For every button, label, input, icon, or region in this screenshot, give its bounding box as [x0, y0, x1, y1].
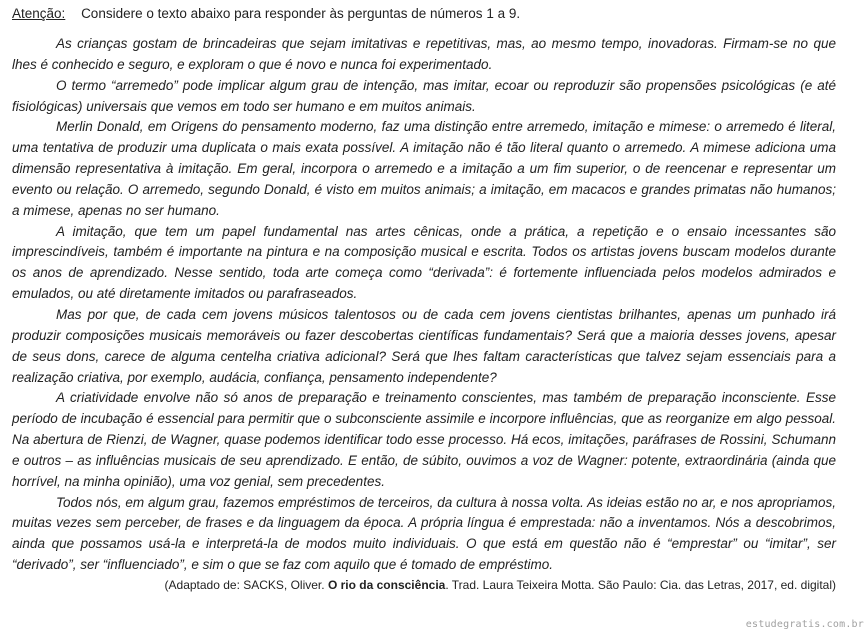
citation-suffix: . Trad. Laura Teixeira Motta. São Paulo: Cia. das Letras, 2017, ed. digital) — [445, 577, 836, 592]
instruction-header — [12, 5, 836, 23]
paragraph-7: Todos nós, em algum grau, fazemos empréstimos de terceiros, da cultura à nossa volta. As ideias estão no ar, e nos apropriamos, muitas vezes sem perceber, de frases e da linguagem da época. A própria língua é emprestada: não a inventamos. Nós a descobrimos, ainda que possamos usá-la e interpretá-la de modos muito individuais. O que está em questão não é “emprestar” ou “imitar”, ser “derivado”, ser “influenciado”, e sim o que se faz com aquilo que é tomado de empréstimo. — [12, 494, 836, 573]
paragraph-5: Mas por que, de cada cem jovens músicos talentosos ou de cada cem jovens cientistas brilhantes, apenas um punhado irá produzir composições musicais memoráveis ou fazer descobertas científicas fundamentais? Será que a maioria desses jovens, apesar de seus dons, carece de alguma centelha criativa adicional? Será que lhes faltam características que talvez sejam essenciais para a realização criativa, por exemplo, audácia, confiança, pensamento independente? — [12, 306, 836, 385]
citation-prefix: (Adaptado de: SACKS, Oliver. — [164, 577, 325, 592]
paragraph-3: Merlin Donald, em Origens do pensamento moderno, faz uma distinção entre arremedo, imitação e mimese: o arremedo é literal, uma tentativa de produzir uma duplicata o mais exata possível. A imitação não é tão literal quanto o arremedo. A mimese adiciona uma dimensão representativa à imitação. Em geral, incorpora o arremedo e a imitação a um fim superior, o de reencenar e representar um evento ou relação. O arremedo, segundo Donald, é visto em muitos animais; a imitação, em macacos e grandes primatas não humanos; a mimese, apenas no ser humano. — [12, 119, 836, 218]
paragraph-2: O termo “arremedo” pode implicar algum grau de intenção, mas imitar, ecoar ou reproduzir são propensões psicológicas (e até fisiológicas) universais que vemos em todo ser humano e em muitos animais. — [12, 77, 836, 114]
paragraph-4: A imitação, que tem um papel fundamental nas artes cênicas, onde a prática, a repetição e o ensaio incessantes são imprescindíveis, também é importante na pintura e na composição musical e escrita. Todos os artistas jovens buscam modelos durante os anos de aprendizado. Nesse sentido, toda arte começa como “derivada”: é fortemente influenciada pelos modelos admirados e emulados, ou até diretamente imitados ou parafraseados. — [12, 223, 836, 302]
attention-label: Atenção: — [12, 6, 66, 21]
site-watermark: estudegratis.com.br — [745, 619, 864, 630]
document-page — [12, 0, 836, 594]
source-citation — [12, 577, 836, 594]
paragraph-6: A criatividade envolve não só anos de preparação e treinamento conscientes, mas também de preparação inconsciente. Esse período de incubação é essencial para permitir que o subconsciente assimile e incorpore influências, que as reorganize em algo pessoal. Na abertura de Rienzi, de Wagner, quase podemos identificar todo esse processo. Há ecos, imitações, paráfrases de Rossini, Schumann e outros – as influências musicais de seu aprendizado. E então, de súbito, ouvimos a voz de Wagner: potente, extraordinária (ainda que horrível, na minha opinião), uma voz genial, sem precedentes. — [12, 390, 836, 489]
instruction-text: Considere o texto abaixo para responder às perguntas de números 1 a 9. — [81, 6, 521, 21]
paragraph-1: As crianças gostam de brincadeiras que sejam imitativas e repetitivas, mas, ao mesmo tempo, inovadoras. Firmam-se no que lhes é conhecido e seguro, e exploram o que é novo e nunca foi experimentado. — [12, 36, 836, 72]
citation-book-title: O rio da consciência — [327, 577, 446, 592]
reading-passage — [12, 34, 836, 576]
